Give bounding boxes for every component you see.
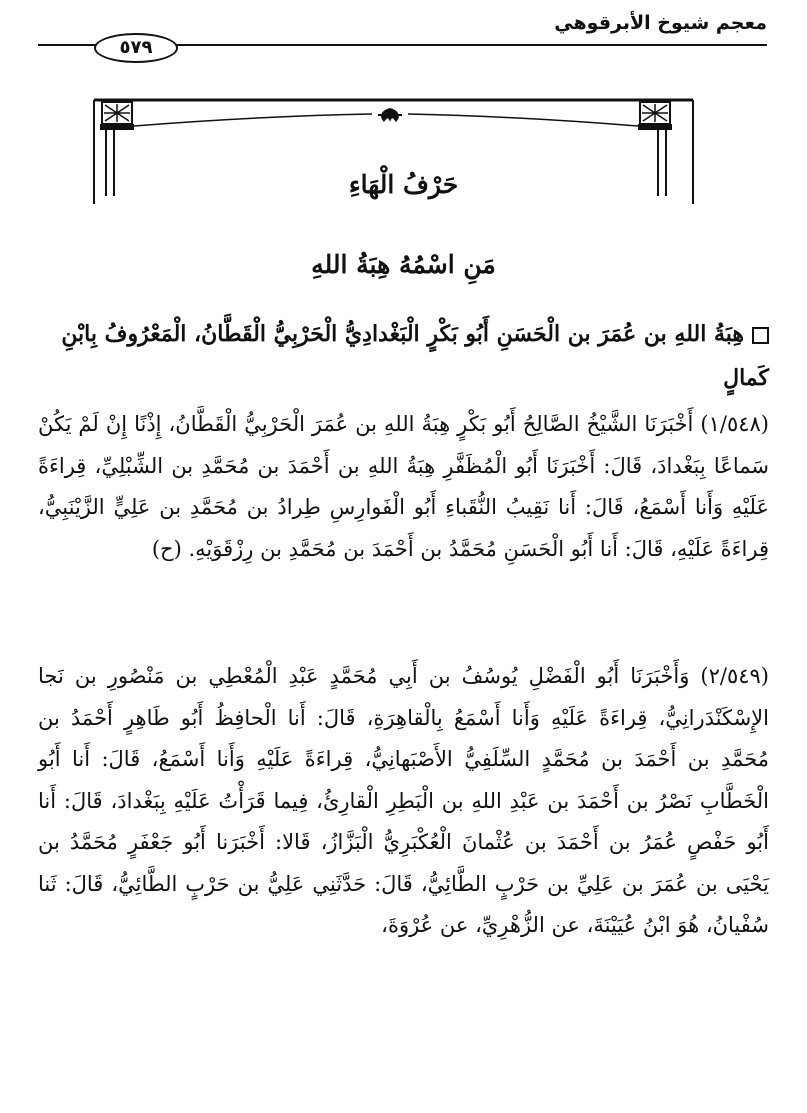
page-number: ٥٧٩ <box>94 33 178 63</box>
square-bullet-icon <box>752 327 769 344</box>
section-title: مَنِ اسْمُهُ هِبَةُ اللهِ <box>311 250 496 279</box>
chapter-title: حَرْفُ الْهَاءِ <box>348 170 459 199</box>
entry-heading-text: هِبَةُ اللهِ بن عُمَرَ بن الْحَسَنِ أَبُو بَكْرٍ الْبَغْدادِيُّ الْحَرْبِيُّ الْقَطَّانُ، الْمَعْرُوفُ بِابْنِ كَمالٍ <box>61 321 769 391</box>
hadith-paragraph-2: (٢/٥٤٩) وَأَخْبَرَنَا أَبُو الْفَضْلِ يُوسُفُ بن أَبِي مُحَمَّدٍ عَبْدِ الْمُعْطِي بن مَنْصُورِ بن نَجا الإِسْكَنْدَرانِيُّ، قِراءَةً عَلَيْهِ وَأَنا أَسْمَعُ بِالْقاهِرَةِ، قَالَ: أَنا الْحافِظُ أَبُو طَاهِرٍ أَحْمَدُ بن مُحَمَّدِ بن أَحْمَدَ بن مُحَمَّدٍ السِّلَفِيُّ الأَصْبَهانِيُّ، قِراءَةً عَلَيْهِ وَأَنا أَسْمَعُ، قَالَ: أَنا أَبُو الْخَطَّابِ نَصْرُ بن أَحْمَدَ بن عَبْدِ اللهِ بن الْبَطِرِ الْقارِئُ، فِيما قَرَأْتُ عَلَيْهِ بِبَغْدادَ، قَالَ: أَنا أَبُو حَفْصٍ عُمَرُ بن أَحْمَدَ بن عُثْمانَ الْعُكْبَرِيُّ الْبَزَّازُ، قَالا: أَخْبَرَنا أَبُو جَعْفَرٍ مُحَمَّدُ بن يَحْيَى بن عُمَرَ بن عَلِيِّ بن حَرْبٍ الطَّائِيُّ، قَالَ: حَدَّثَنِي عَلِيُّ بن حَرْبٍ الطَّائِيُّ، قَالَ: ثَنا سُفْيانُ، هُوَ ابْنُ عُيَيْنَةَ، عن الزُّهْرِيِّ، عن عُرْوَةَ، <box>38 664 770 937</box>
hadith-paragraph-1: (١/٥٤٨) أَخْبَرَنَا الشَّيْخُ الصَّالِحُ أَبُو بَكْرٍ هِبَةُ اللهِ بن عُمَرَ الْحَرْبِيُّ الْقَطَّانُ، إِذْنًا إِنْ لَمْ يَكُنْ سَماعًا بِبَغْدادَ، قَالَ: أَخْبَرَنَا أَبُو الْمُظَفَّرِ هِبَةُ اللهِ بن أَحْمَدَ بن مُحَمَّدِ بن الشِّبْلِيِّ، قِراءَةً عَلَيْهِ وَأَنا أَسْمَعُ، قَالَ: أَنا نَقِيبُ النُّقَباءِ أَبُو الْفَوارِسِ طِرادُ بن مُحَمَّدِ بن عَلِيٍّ الزَّيْنَبِيُّ، قِراءَةً عَلَيْهِ، قَالَ: أَنا أَبُو الْحَسَنِ مُحَمَّدُ بن أَحْمَدَ بن مُحَمَّدِ بن رِزْقَوَيْهِ. (ح) <box>38 412 769 561</box>
entry-heading <box>38 312 769 400</box>
running-header-title: معجم شيوخ الأبرقوهي <box>554 12 767 34</box>
